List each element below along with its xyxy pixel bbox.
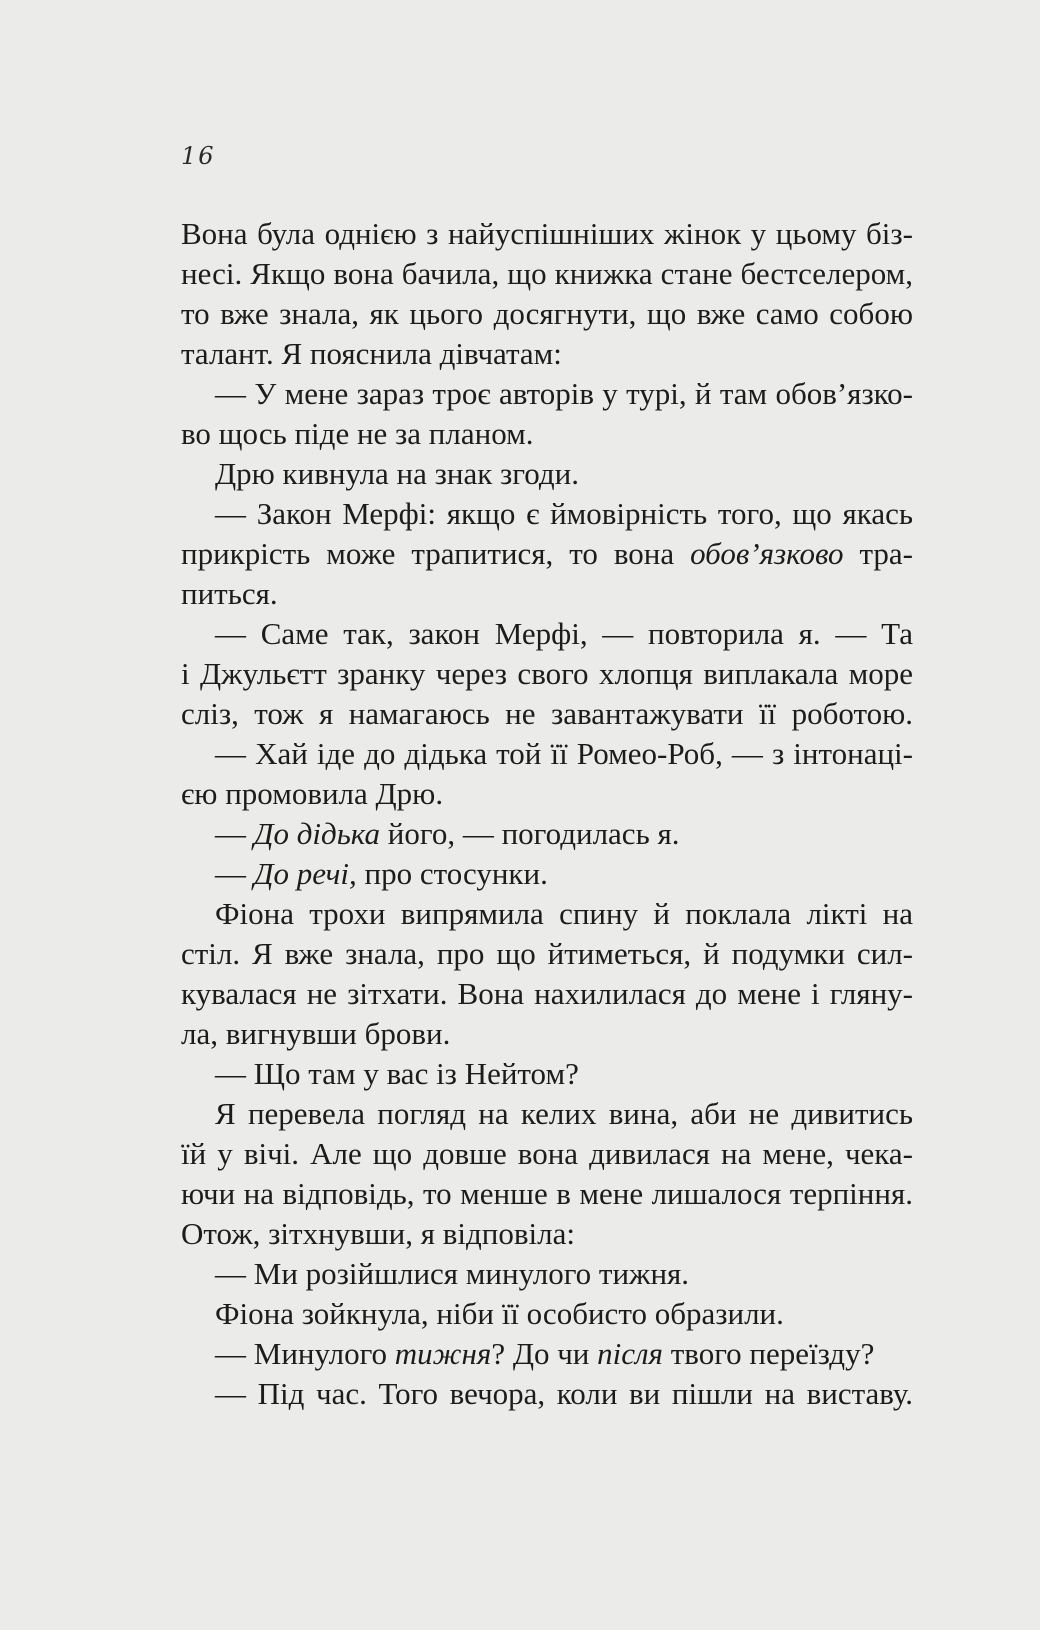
text-segment: питься. <box>181 576 278 611</box>
text-segment: во щось піде не за планом. <box>181 416 534 451</box>
text-segment: Вона була однією з найуспішніших жінок у цьому біз- <box>181 216 913 251</box>
text-segment: то вже знала, як цього досягнути, що вже само собою <box>181 296 913 331</box>
text-segment: — Ми розійшлися минулого тижня. <box>215 1256 690 1291</box>
text-line <box>181 454 913 494</box>
text-segment: ла, вигнувши брови. <box>181 1016 451 1051</box>
italic-text: До речі, <box>253 856 357 891</box>
italic-text: після <box>597 1336 663 1371</box>
text-segment: — Що там у вас із Нейтом? <box>215 1056 579 1091</box>
text-line <box>181 574 913 614</box>
text-line <box>181 1374 913 1414</box>
text-segment: Фіона трохи випрямила спину й поклала лікті на <box>215 896 913 931</box>
text-line <box>181 1174 913 1214</box>
text-line <box>181 974 913 1014</box>
text-segment: твого переїзду? <box>662 1336 875 1371</box>
text-segment: — Під час. Того вечора, коли ви пішли на виставу. <box>215 1376 913 1411</box>
text-segment: талант. Я пояснила дівчатам: <box>181 336 562 371</box>
text-segment: — Закон Мерфі: якщо є ймовірність того, що якась <box>215 496 913 531</box>
text-line <box>181 1334 913 1374</box>
text-segment: несі. Якщо вона бачила, що книжка стане бестселером, <box>181 256 913 291</box>
text-line <box>181 334 913 374</box>
text-segment: кувалася не зітхати. Вона нахилилася до мене і гляну- <box>181 976 913 1011</box>
text-segment: — Хай іде до дідька той її Ромео-Роб, — з інтонаці- <box>215 736 913 771</box>
text-segment: сліз, тож я намагаюсь не завантажувати її роботою. <box>181 696 913 731</box>
text-line <box>181 614 913 654</box>
text-line <box>181 654 913 694</box>
text-line <box>181 814 913 854</box>
text-segment: Дрю кивнула на знак згоди. <box>215 456 579 491</box>
text-segment: ючи на відповідь, то менше в мене лишалося терпіння. <box>181 1176 913 1211</box>
text-line <box>181 894 913 934</box>
text-segment: — <box>215 816 254 851</box>
text-segment: — Саме так, закон Мерфі, — повторила я. — Та <box>215 616 913 651</box>
text-line <box>181 534 913 574</box>
text-line <box>181 854 913 894</box>
text-segment: тра- <box>843 536 914 571</box>
text-segment: єю промовила Дрю. <box>181 776 444 811</box>
page-number: 16 <box>181 142 216 170</box>
text-segment: — У мене зараз троє авторів у турі, й там обов’язко- <box>215 376 913 411</box>
text-segment: і Джульєтт зранку через свого хлопця виплакала море <box>181 656 913 691</box>
text-line <box>181 774 913 814</box>
text-segment: його, — погодилась я. <box>380 816 680 851</box>
text-segment: — <box>215 856 254 891</box>
text-segment: ? До чи <box>491 1336 598 1371</box>
body-text <box>181 214 913 1414</box>
text-segment: прикрість може трапитися, то вона <box>181 536 691 571</box>
text-line <box>181 1014 913 1054</box>
text-segment: про стосунки. <box>356 856 548 891</box>
text-segment: Отож, зітхнувши, я відповіла: <box>181 1216 575 1251</box>
text-line <box>181 1054 913 1094</box>
text-segment: — Минулого <box>215 1336 395 1371</box>
italic-text: обов’язково <box>690 536 844 571</box>
text-line <box>181 294 913 334</box>
text-line <box>181 934 913 974</box>
text-line <box>181 734 913 774</box>
italic-text: тижня <box>394 1336 492 1371</box>
text-segment: Фіона зойкнула, ніби її особисто образили. <box>215 1296 784 1331</box>
text-line <box>181 1214 913 1254</box>
text-line <box>181 1094 913 1134</box>
text-segment: Я перевела погляд на келих вина, аби не дивитись <box>215 1096 913 1131</box>
text-segment: їй у вічі. Але що довше вона дивилася на мене, чека- <box>181 1136 913 1171</box>
text-line <box>181 214 913 254</box>
text-line <box>181 374 913 414</box>
text-line <box>181 1294 913 1334</box>
text-line <box>181 254 913 294</box>
text-segment: стіл. Я вже знала, про що йтиметься, й подумки сил- <box>181 936 913 971</box>
text-line <box>181 694 913 734</box>
text-line <box>181 1134 913 1174</box>
text-line <box>181 494 913 534</box>
text-line <box>181 414 913 454</box>
italic-text: До дідька <box>253 816 381 851</box>
text-line <box>181 1254 913 1294</box>
